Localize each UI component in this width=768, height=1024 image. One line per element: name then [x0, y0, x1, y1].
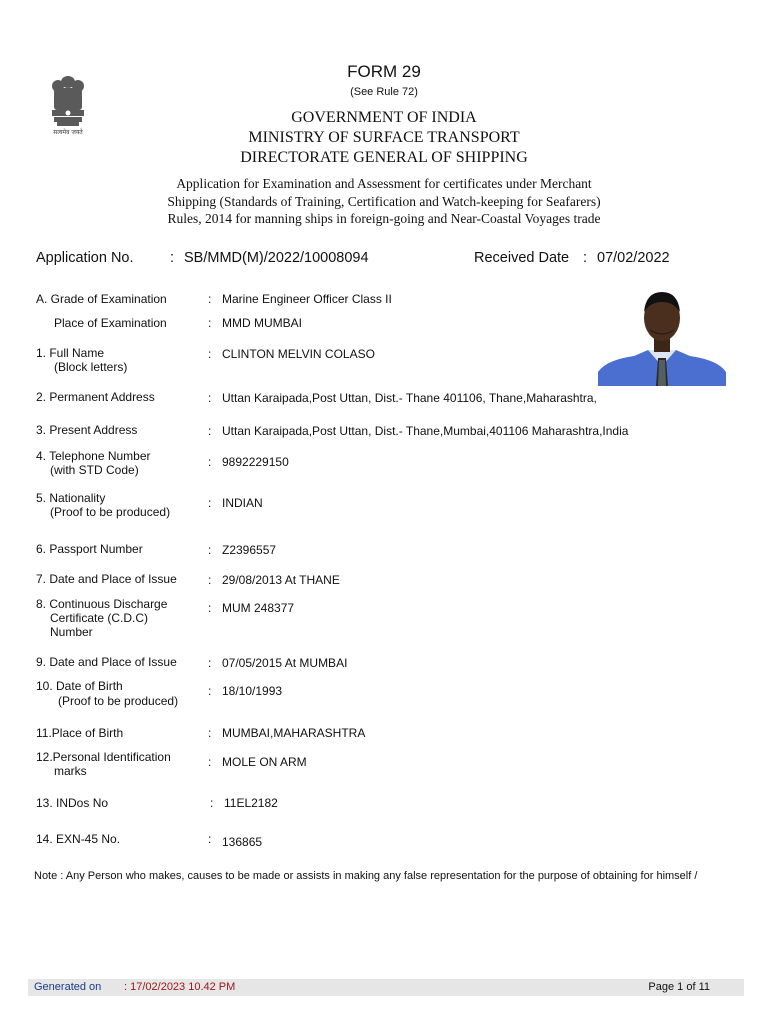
- generated-on-value: : 17/02/2023 10.42 PM: [124, 981, 236, 993]
- field-colon: :: [210, 796, 214, 810]
- identification-marks-label: 12.Personal Identification: [36, 750, 171, 764]
- passport-number-value: Z2396557: [222, 543, 277, 557]
- cdc-sublabel-number: Number: [50, 625, 93, 639]
- field-colon: :: [208, 726, 212, 740]
- page-number: Page 1 of 11: [648, 981, 710, 993]
- permanent-address-label: 2. Permanent Address: [36, 390, 155, 404]
- date-of-birth-label: 10. Date of Birth: [36, 679, 123, 693]
- present-address-label: 3. Present Address: [36, 423, 138, 437]
- indos-number-value: 11EL2182: [224, 796, 278, 810]
- date-of-birth-value: 18/10/1993: [222, 684, 283, 698]
- field-colon: :: [208, 832, 212, 846]
- cdc-value: MUM 248377: [222, 601, 295, 615]
- ministry-title: MINISTRY OF SURFACE TRANSPORT: [248, 129, 520, 146]
- directorate-title: DIRECTORATE GENERAL OF SHIPPING: [240, 149, 528, 166]
- cdc-sublabel: Certificate (C.D.C): [50, 611, 149, 625]
- full-name-value: CLINTON MELVIN COLASO: [222, 347, 375, 361]
- cdc-issue-label: 9. Date and Place of Issue: [36, 655, 177, 669]
- description-line-2: Shipping (Standards of Training, Certification and Watch-keeping for Seafarers): [167, 193, 601, 209]
- form-title: FORM 29: [347, 62, 421, 81]
- field-colon: :: [208, 755, 212, 769]
- received-date-value: 07/02/2022: [597, 250, 670, 266]
- telephone-label: 4. Telephone Number: [36, 449, 151, 463]
- field-colon: :: [208, 391, 212, 405]
- application-no-value: SB/MMD(M)/2022/10008094: [184, 250, 369, 266]
- description-line-1: Application for Examination and Assessment for certificates under Merchant: [176, 176, 592, 191]
- identification-marks-sublabel: marks: [54, 764, 87, 778]
- passport-issue-value: 29/08/2013 At THANE: [222, 573, 340, 587]
- description-line-3: Rules, 2014 for manning ships in foreign-going and Near-Coastal Voyages trade: [167, 211, 601, 226]
- grade-of-examination-value: Marine Engineer Officer Class II: [222, 292, 392, 306]
- identification-marks-value: MOLE ON ARM: [222, 755, 307, 769]
- application-description: [0, 175, 768, 228]
- telephone-sublabel: (with STD Code): [50, 463, 139, 477]
- government-title: GOVERNMENT OF INDIA: [291, 109, 477, 126]
- grade-of-examination-label: A. Grade of Examination: [36, 292, 167, 306]
- page-footer: [28, 979, 744, 996]
- application-no-label: Application No.: [36, 250, 134, 266]
- date-of-birth-sublabel: (Proof to be produced): [58, 694, 179, 708]
- present-address-value: Uttan Karaipada,Post Uttan, Dist.- Thane,Mumbai,401106 Maharashtra,India: [222, 424, 629, 438]
- telephone-value: 9892229150: [222, 455, 289, 469]
- place-of-birth-label: 11.Place of Birth: [36, 726, 124, 740]
- nationality-label: 5. Nationality: [36, 491, 106, 505]
- cdc-label: 8. Continuous Discharge: [36, 597, 168, 611]
- field-colon: :: [208, 543, 212, 557]
- rule-reference: (See Rule 72): [350, 86, 418, 98]
- declaration-note: Note : Any Person who makes, causes to be made or assists in making any false representation for the purpose of obtaining for himself /: [34, 870, 698, 882]
- full-name-sublabel: (Block letters): [54, 360, 128, 374]
- field-colon: :: [208, 316, 212, 330]
- field-colon: :: [208, 455, 212, 469]
- received-date-label: Received Date: [474, 250, 570, 266]
- nationality-value: INDIAN: [222, 496, 263, 510]
- field-colon: :: [208, 424, 212, 438]
- cdc-issue-value: 07/05/2015 At MUMBAI: [222, 656, 348, 670]
- field-colon: :: [208, 601, 212, 615]
- place-of-examination-value: MMD MUMBAI: [222, 316, 302, 330]
- permanent-address-value: Uttan Karaipada,Post Uttan, Dist.- Thane 401106, Thane,Maharashtra,: [222, 391, 597, 405]
- place-of-examination-label: Place of Examination: [54, 316, 167, 330]
- exn45-number-value: 136865: [222, 835, 263, 849]
- exn45-number-label: 14. EXN-45 No.: [36, 832, 121, 846]
- field-colon: :: [208, 292, 212, 306]
- indos-number-label: 13. INDos No: [36, 796, 109, 810]
- full-name-label: 1. Full Name: [36, 346, 105, 360]
- place-of-birth-value: MUMBAI,MAHARASHTRA: [222, 726, 366, 740]
- field-colon: :: [208, 656, 212, 670]
- received-date-colon: :: [583, 250, 588, 266]
- application-no-colon: :: [170, 250, 175, 266]
- emblem-motto: सत्यमेव जयते: [53, 129, 83, 136]
- applicant-photo: [598, 288, 726, 386]
- field-colon: :: [208, 347, 212, 361]
- generated-on-label: Generated on: [34, 981, 102, 993]
- field-colon: :: [208, 684, 212, 698]
- passport-number-label: 6. Passport Number: [36, 542, 143, 556]
- field-colon: :: [208, 496, 212, 510]
- passport-issue-label: 7. Date and Place of Issue: [36, 572, 177, 586]
- field-colon: :: [208, 573, 212, 587]
- nationality-sublabel: (Proof to be produced): [50, 505, 171, 519]
